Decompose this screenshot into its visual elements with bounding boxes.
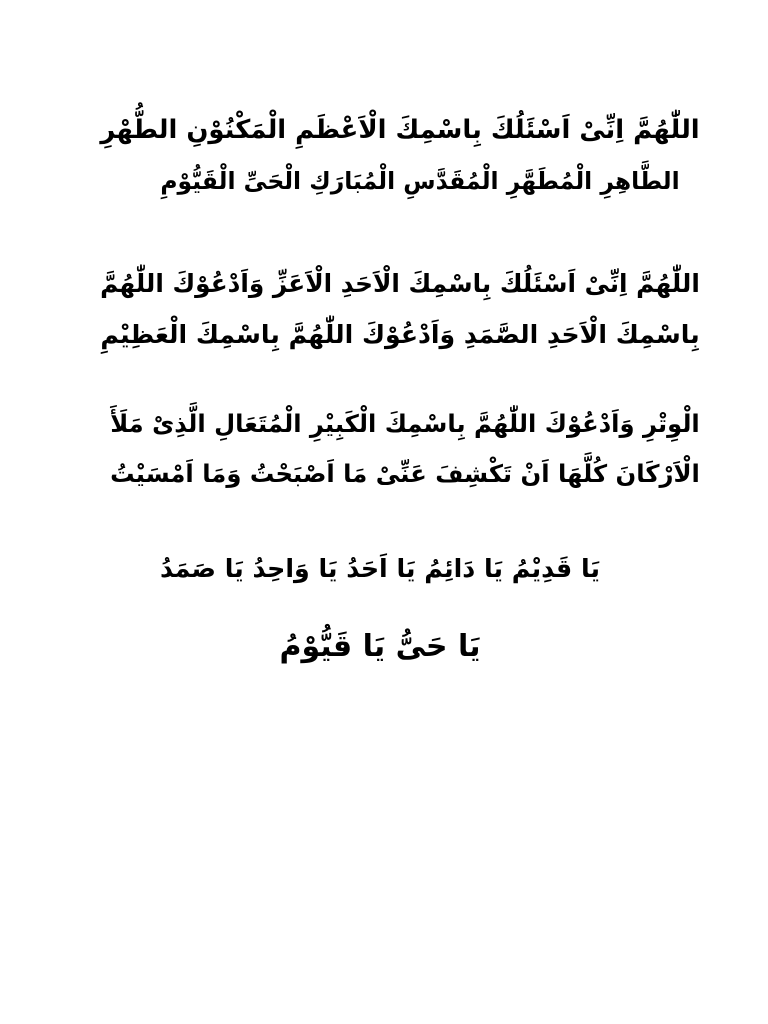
paragraph-3-line-1: الْوِتْرِ وَاَدْعُوْكَ اللّٰهُمَّ بِاسْمِكَ الْكَبِيْرِ الْمُتَعَالِ الَّذِیْ مَلَأَ	[110, 409, 700, 438]
paragraph-2-line-1: اللّٰهُمَّ اِنِّیْ اَسْئَلُكَ بِاسْمِكَ الْاَحَدِ الْاَعَزِّ وَاَدْعُوْكَ اللّٰهُمَّ	[100, 269, 700, 298]
invocation-line-2: يَا حَیُّ يَا قَيُّوْمُ	[279, 629, 481, 664]
paragraph-1-line-2: الطَّاهِرِ الْمُطَهَّرِ الْمُقَدَّسِ الْمُبَارَكِ الْحَیِّ الْقَیُّوْمِ	[160, 167, 680, 195]
paragraph-2-line-2: بِاسْمِكَ الْاَحَدِ الصَّمَدِ وَاَدْعُوْكَ اللّٰهُمَّ بِاسْمِكَ الْعَظِيْمِ	[100, 320, 700, 349]
paragraph-3-line-2: الْاَرْكَانَ كُلَّهَا اَنْ تَكْشِفَ عَنِّیْ مَا اَصْبَحْتُ وَمَا اَمْسَيْتُ	[110, 459, 700, 488]
invocation-line-1: يَا قَدِيْمُ يَا دَائِمُ يَا اَحَدُ يَا وَاحِدُ يَا صَمَدُ	[160, 554, 600, 583]
paragraph-1-line-1: اللّٰهُمَّ اِنِّیْ اَسْئَلُكَ بِاسْمِكَ الْاَعْظَمِ الْمَكْنُوْنِ الطُّهْرِ	[100, 115, 700, 145]
